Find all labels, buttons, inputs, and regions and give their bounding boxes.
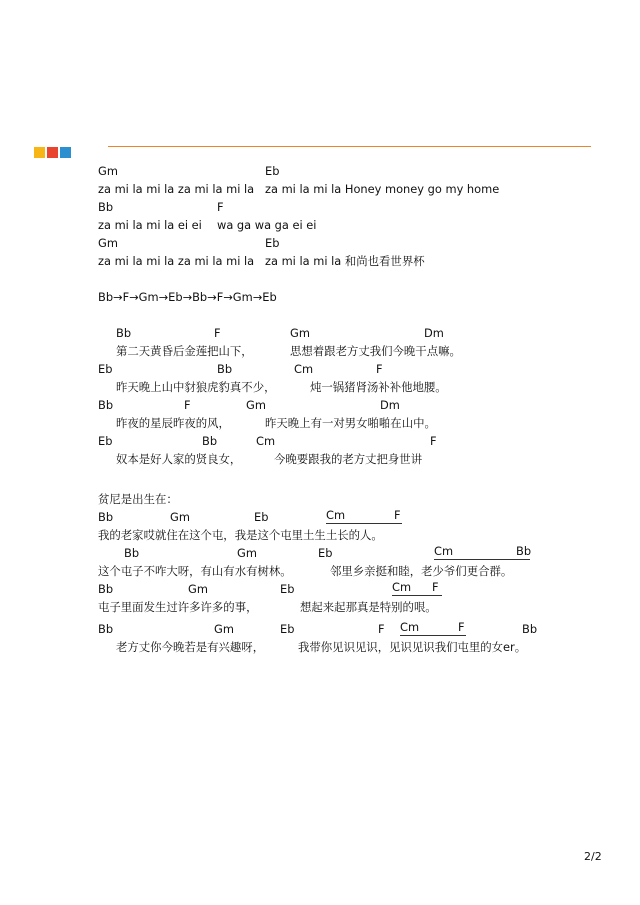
chord: Bb [217, 362, 233, 376]
chord: F [184, 398, 191, 412]
chord-line [0, 396, 640, 414]
chord: Bb [116, 326, 132, 340]
chord: Gm [246, 398, 266, 412]
lyric-line [0, 526, 640, 544]
lyric-text: 我的老家哎就住在这个屯，我是这个屯里土生土长的人。 [98, 528, 383, 542]
lyric-text: 今晚要跟我的老方丈把身世讲 [274, 452, 423, 466]
lyric-text: wa ga wa ga ei ei [217, 218, 317, 232]
lyric-line [0, 378, 640, 396]
chord-line [0, 508, 640, 526]
chord: Bb [98, 510, 114, 524]
chord: Eb [265, 164, 280, 178]
chord: Gm [98, 164, 118, 178]
lyric-text: 第二天黄昏后金莲把山下， [116, 344, 253, 358]
chord: Eb [280, 622, 295, 636]
chord-progression [0, 288, 640, 306]
lyric-text: za mi la mi la za mi la mi la [98, 182, 255, 196]
chord-line [0, 580, 640, 598]
chord: Eb [280, 582, 295, 596]
chord: Gm [170, 510, 190, 524]
chord: Bb [124, 546, 140, 560]
intro-text: 贫尼是出生在： [98, 492, 178, 506]
chord-underlined [400, 620, 466, 636]
lyric-text: za mi la mi la ei ei [98, 218, 202, 232]
lyric-text: 邻里乡亲挺和睦，老少爷们更合群。 [330, 564, 513, 578]
lyric-text: 昨天晚上有一对男女啪啪在山中。 [265, 416, 436, 430]
chord-line [0, 620, 640, 638]
lyric-text: 昨夜的星辰昨夜的风， [116, 416, 230, 430]
chord: Bb [98, 200, 114, 214]
header-rule [108, 146, 591, 147]
chord: Gm [237, 546, 257, 560]
chord-line [0, 544, 640, 562]
lyric-text: 想起来起那真是特别的哏。 [300, 600, 437, 614]
chord-line [0, 360, 640, 378]
lyric-text: 炖一锅猪肾汤补补他地腰。 [310, 380, 447, 394]
lyric-text: 我带你见识见识，见识见识我们屯里的女er。 [298, 640, 527, 654]
chord: F [394, 508, 401, 522]
chord: Dm [380, 398, 400, 412]
chord: Bb [98, 398, 114, 412]
lyric-line [0, 180, 640, 198]
lyric-text: 这个屯子不咋大呀，有山有水有树林。 [98, 564, 292, 578]
chord: F [217, 200, 224, 214]
chord: Dm [424, 326, 444, 340]
chord-line [0, 432, 640, 450]
chord-underlined [434, 544, 530, 560]
chord: F [430, 434, 437, 448]
lyric-line [0, 598, 640, 616]
chord: Bb [98, 582, 114, 596]
lyric-line [0, 562, 640, 580]
lyric-text: 思想着跟老方丈我们今晚干点嘛。 [290, 344, 461, 358]
chord: Cm [434, 544, 454, 558]
chord-line [0, 162, 640, 180]
chord: F [214, 326, 221, 340]
page-number: 2/2 [584, 850, 602, 863]
chord-line [0, 234, 640, 252]
section-intro [0, 490, 640, 508]
logo-square-yellow [34, 147, 45, 158]
logo-square-blue [60, 147, 71, 158]
chord-line [0, 324, 640, 342]
chord: F [458, 620, 465, 634]
chord: Eb [254, 510, 269, 524]
chord: Gm [290, 326, 310, 340]
lyric-text: za mi la mi la Honey money go my home [265, 182, 500, 196]
chord-underlined [326, 508, 402, 524]
lyric-line [0, 638, 640, 656]
lyric-line [0, 216, 640, 234]
lyric-text: 屯子里面发生过许多许多的事， [98, 600, 258, 614]
chord: Bb [522, 622, 538, 636]
chord: Cm [326, 508, 346, 522]
lyric-line [0, 414, 640, 432]
chord: Cm [392, 580, 412, 594]
lyric-text: za mi la mi la za mi la mi la [98, 254, 255, 268]
chord: Gm [98, 236, 118, 250]
lyric-line [0, 450, 640, 468]
lyric-line [0, 252, 640, 270]
chord-underlined [392, 580, 442, 596]
chord: F [376, 362, 383, 376]
chord: Eb [98, 362, 113, 376]
chord-line [0, 198, 640, 216]
chord: Cm [400, 620, 420, 634]
lyric-text: za mi la mi la 和尚也看世界杯 [265, 254, 425, 268]
chord: F [432, 580, 439, 594]
logo-squares [34, 147, 71, 158]
chord: Bb [516, 544, 532, 558]
lyric-text: 老方丈你今晚若是有兴趣呀， [116, 640, 265, 654]
chord: Eb [318, 546, 333, 560]
chord: F [378, 622, 385, 636]
chord: Gm [214, 622, 234, 636]
chord: Gm [188, 582, 208, 596]
lyric-text: 奴本是好人家的贤良女， [116, 452, 242, 466]
lyric-text: 昨天晚上山中豺狼虎豹真不少， [116, 380, 276, 394]
logo-square-red [47, 147, 58, 158]
chord: Eb [98, 434, 113, 448]
chord: Bb [98, 622, 114, 636]
chord: Cm [294, 362, 314, 376]
lyric-line [0, 342, 640, 360]
chord: Cm [256, 434, 276, 448]
chord: Bb [202, 434, 218, 448]
chord: Eb [265, 236, 280, 250]
progression-text: Bb→F→Gm→Eb→Bb→F→Gm→Eb [98, 290, 277, 304]
